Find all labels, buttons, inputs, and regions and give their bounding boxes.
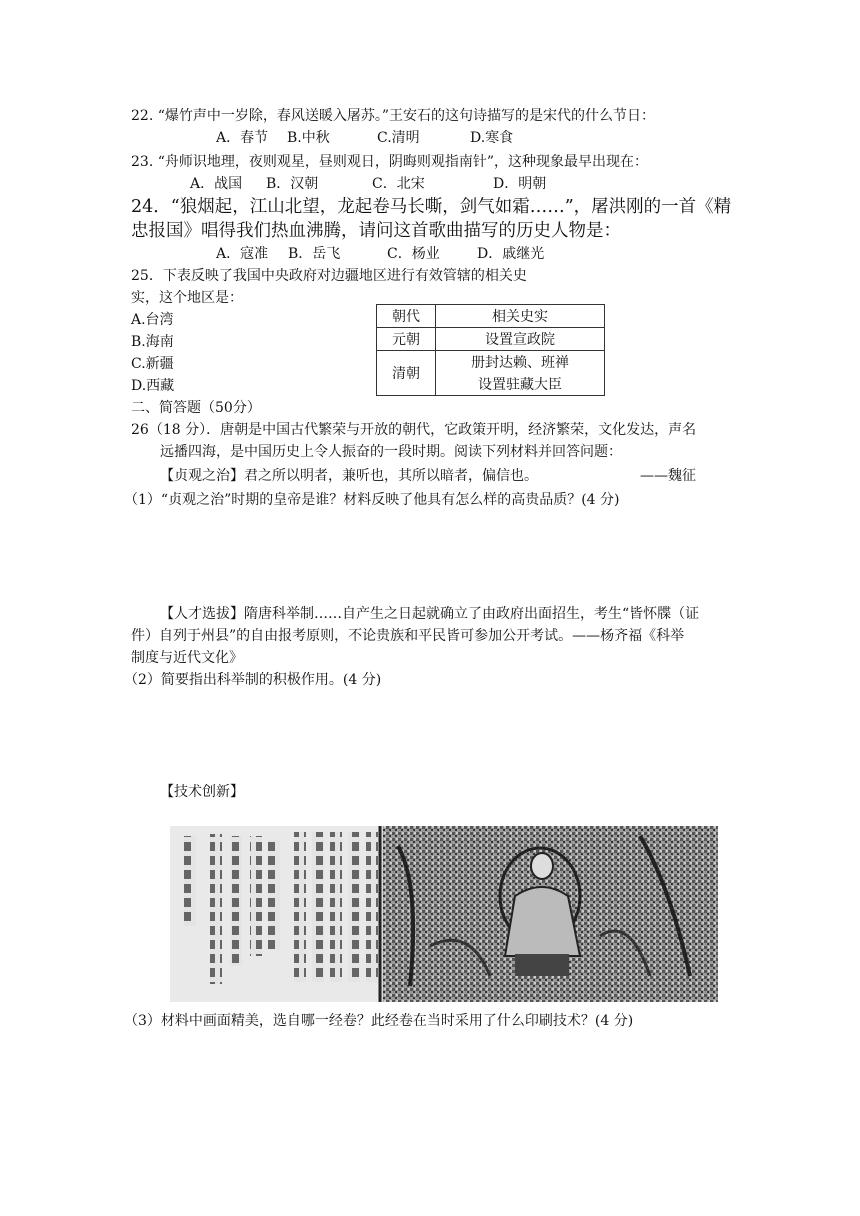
material2-line3: 制度与近代文化》 <box>131 650 243 666</box>
q23-option-d: D．明朝 <box>493 176 547 192</box>
table-cell-fact: 设置驻藏大臣 <box>436 373 605 396</box>
q24-option-c: C．杨业 <box>387 246 440 262</box>
section-heading: 二、简答题（50分） <box>131 400 261 416</box>
q26-intro-line1: 26（18 分）．唐朝是中国古代繁荣与开放的朝代，它政策开明，经济繁荣，文化发达，声名 <box>131 422 697 438</box>
table-row <box>377 351 605 374</box>
material3-title: 【技术创新】 <box>160 784 244 800</box>
q23-option-b: B．汉朝 <box>266 176 319 192</box>
material2-line1: 【人才选拔】隋唐科举制……自产生之日起就确立了由政府出面招生，考生“皆怀牒（证 <box>160 606 700 622</box>
q22-option-c: C.清明 <box>377 130 420 146</box>
q25-option-d: D.西藏 <box>131 378 175 394</box>
material1-quote: 【贞观之治】君之所以明者，兼听也，其所以暗者，偏信也。 <box>160 468 538 484</box>
table-cell-dynasty: 清朝 <box>377 351 436 396</box>
q23-stem: 23. “舟师识地理，夜则观星，昼则观日，阴晦则观指南针”，这种现象最早出现在： <box>131 154 649 170</box>
scroll-illustration <box>170 826 718 1002</box>
q22-option-d: D.寒食 <box>470 130 514 146</box>
q25-stem-line1: 25．下表反映了我国中央政府对边疆地区进行有效管辖的相关史 <box>131 268 527 284</box>
q24-option-d: D．戚继光 <box>477 246 545 262</box>
material1-source: ——魏征 <box>640 468 696 484</box>
table-row <box>377 328 605 351</box>
table-header-dynasty: 朝代 <box>377 305 436 328</box>
q24-option-a: A．寇准 <box>216 246 269 262</box>
q25-option-b: B.海南 <box>131 334 174 350</box>
table-cell-dynasty: 元朝 <box>377 328 436 351</box>
q23-option-c: C．北宋 <box>372 176 425 192</box>
q26-intro-line2: 远播四海，是中国历史上令人振奋的一段时期。阅读下列材料并回答问题： <box>160 444 622 460</box>
q22-option-b: B.中秋 <box>287 130 330 146</box>
sub-question-1: （1）“贞观之治”时期的皇帝是谁？材料反映了他具有怎么样的高贵品质？(4 分) <box>124 492 620 508</box>
q23-option-a: A．战国 <box>190 176 243 192</box>
diamond-sutra-scroll-image <box>170 826 718 1002</box>
sub-question-2: （2）简要指出科举制的积极作用。(4 分) <box>124 672 382 688</box>
table-header-facts: 相关史实 <box>436 305 605 328</box>
material2-line2: 件）自列于州县”的自由报考原则，不论贵族和平民皆可参加公开考试。——杨齐福《科举 <box>131 628 685 644</box>
q24-option-b: B．岳飞 <box>288 246 341 262</box>
sub-question-3: （3）材料中画面精美，选自哪一经卷？此经卷在当时采用了什么印刷技术？(4 分) <box>124 1013 634 1029</box>
q22-option-a: A．春节 <box>216 130 269 146</box>
q22-stem: 22. “爆竹声中一岁除，春风送暖入屠苏。”王安石的这句诗描写的是宋代的什么节日： <box>131 108 656 124</box>
q25-option-c: C.新疆 <box>131 356 174 372</box>
q25-option-a: A.台湾 <box>131 312 174 328</box>
q24-stem-line2: 忠报国》唱得我们热血沸腾，请问这首歌曲描写的历史人物是： <box>131 221 621 241</box>
table-cell-fact: 册封达赖、班禅 <box>436 351 605 374</box>
table-header-row <box>377 305 605 328</box>
q25-stem-line2: 实，这个地区是： <box>131 290 243 306</box>
q24-stem-line1: 24．“狼烟起，江山北望，龙起卷马长嘶，剑气如霜……”，屠洪刚的一首《精 <box>131 197 732 217</box>
table-cell-fact: 设置宣政院 <box>436 328 605 351</box>
history-table <box>376 304 605 396</box>
